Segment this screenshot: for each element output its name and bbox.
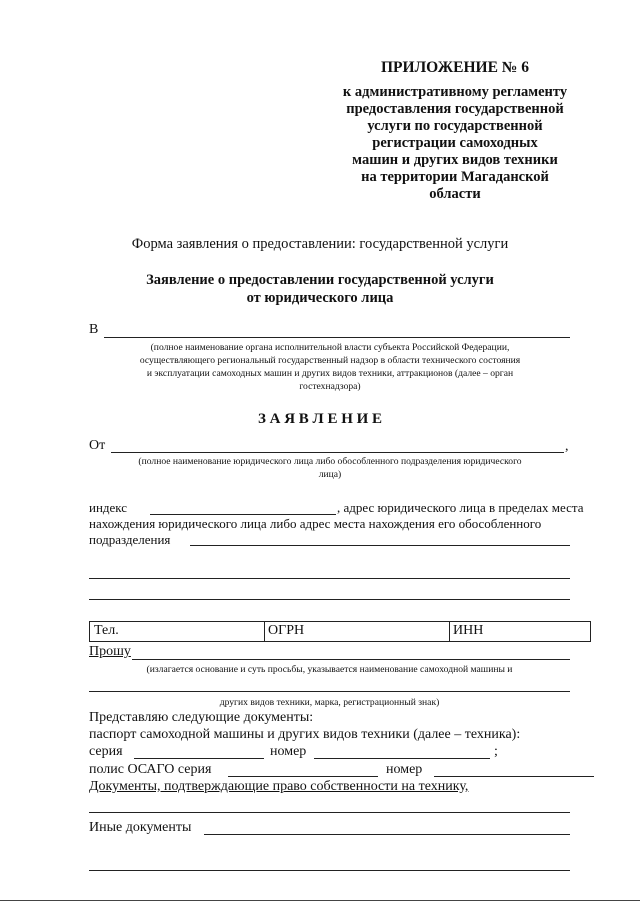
request-hint-1: (излагается основание и суть просьбы, указывается наименование самоходной машины и bbox=[146, 664, 513, 675]
inn-cell[interactable]: ИНН bbox=[453, 623, 484, 638]
request-hint-2: других видов техники, марка, регистрационный знак) bbox=[219, 697, 440, 708]
table-divider-2 bbox=[449, 621, 450, 642]
form-caption: Форма заявления о предоставлении: государственной услуги bbox=[131, 236, 509, 252]
request-field-line[interactable] bbox=[132, 659, 570, 660]
to-hint-1: (полное наименование органа исполнительной власти субъекта Российской Федерации, bbox=[150, 342, 510, 353]
appendix-line-4: регистрации самоходных bbox=[372, 135, 538, 151]
index-field-line[interactable] bbox=[150, 514, 336, 515]
statement-heading: З А Я В Л Е Н И Е bbox=[257, 411, 383, 427]
documents-intro: Представляю следующие документы: bbox=[89, 710, 314, 725]
to-field-line[interactable] bbox=[104, 337, 570, 338]
address-line-2: нахождения юридического лица либо адрес места нахождения его обособленного bbox=[89, 516, 542, 531]
appendix-line-3: услуги по государственной bbox=[367, 118, 543, 134]
other-documents-label: Иные документы bbox=[89, 820, 192, 835]
appendix-line-6: на территории Магаданской bbox=[361, 169, 549, 185]
ogrn-cell[interactable]: ОГРН bbox=[268, 623, 305, 638]
from-hint-1: (полное наименование юридического лица либо обособленного подразделения юридического bbox=[138, 456, 522, 467]
semicolon: ; bbox=[494, 744, 498, 759]
address-field-line-2[interactable] bbox=[89, 578, 570, 579]
number-field-line[interactable] bbox=[314, 758, 490, 759]
series-label: серия bbox=[89, 744, 123, 759]
other-documents-field-line[interactable] bbox=[204, 834, 570, 835]
request-field-line-2[interactable] bbox=[89, 691, 570, 692]
document-title-line-1: Заявление о предоставлении государственной услуги bbox=[146, 272, 494, 288]
to-hint-2: осуществляющего региональный государственный надзор в области технического состояния bbox=[139, 355, 521, 366]
passport-line: паспорт самоходной машины и других видов техники (далее – техника): bbox=[89, 727, 521, 742]
to-hint-3: и эксплуатации самоходных машин и других видов техники, аттракционов (далее – орган bbox=[146, 368, 514, 379]
from-suffix: , bbox=[565, 439, 569, 454]
osago-label: полис ОСАГО серия bbox=[89, 762, 212, 777]
osago-number-field-line[interactable] bbox=[434, 776, 594, 777]
osago-number-label: номер bbox=[386, 762, 423, 777]
series-field-line[interactable] bbox=[134, 758, 264, 759]
appendix-line-2: предоставления государственной bbox=[346, 101, 564, 117]
index-label: индекс bbox=[89, 500, 128, 515]
number-label: номер bbox=[270, 744, 307, 759]
appendix-line-7: области bbox=[429, 186, 481, 202]
from-hint-2: лица) bbox=[318, 469, 342, 480]
document-title-line-2: от юридического лица bbox=[246, 290, 394, 306]
ownership-line: Документы, подтверждающие право собственности на технику, bbox=[89, 779, 469, 794]
address-field-line-1[interactable] bbox=[190, 545, 570, 546]
appendix-title: ПРИЛОЖЕНИЕ № 6 bbox=[381, 59, 529, 76]
contacts-table bbox=[89, 621, 591, 642]
phone-cell[interactable]: Тел. bbox=[94, 623, 119, 638]
to-hint-4: гостехнадзора) bbox=[299, 381, 361, 392]
request-label: Прошу bbox=[89, 644, 131, 659]
appendix-line-1: к административному регламенту bbox=[342, 84, 568, 100]
osago-series-field-line[interactable] bbox=[228, 776, 378, 777]
bottom-line bbox=[0, 900, 640, 901]
ownership-field-line[interactable] bbox=[89, 812, 570, 813]
from-field-line[interactable] bbox=[111, 452, 564, 453]
to-prefix: В bbox=[89, 322, 99, 337]
address-field-line-3[interactable] bbox=[89, 599, 570, 600]
appendix-line-5: машин и других видов техники bbox=[352, 152, 558, 168]
table-divider-1 bbox=[264, 621, 265, 642]
address-text: , адрес юридического лица в пределах места bbox=[337, 500, 584, 515]
address-line-3: подразделения bbox=[89, 532, 171, 547]
other-documents-field-line-2[interactable] bbox=[89, 870, 570, 871]
from-prefix: От bbox=[89, 438, 106, 453]
